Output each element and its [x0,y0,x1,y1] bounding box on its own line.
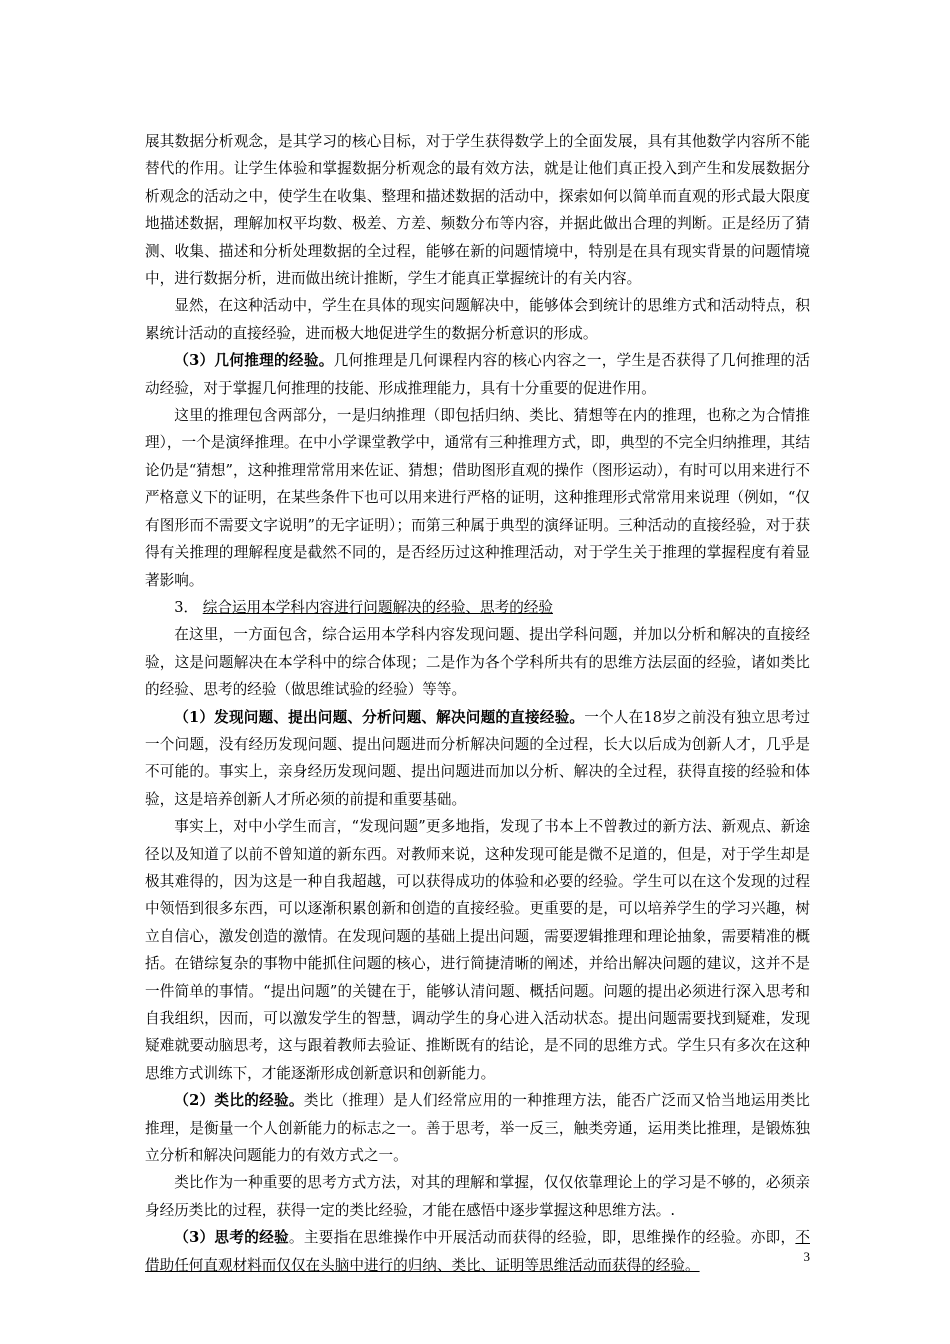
section-heading-number: 3． [174,598,199,616]
section-heading-title: 综合运用本学科内容进行问题解决的经验、思考的经验 [202,598,553,616]
paragraph-7: 事实上，对中小学生而言，“发现问题”更多地指，发现了书本上不曾教过的新方法、新观点、新途径以及知道了以前不曾知道的新东西。对教师来说，这种发现可能是微不足道的，但是，对于学生却是极其难得的，因为这是一种自我超越，可以获得成功的体验和必要的经验。学生可以在这个发现的过程中领悟到很多东西，可以逐渐积累创新和创造的直接经验。更重要的是，可以培养学生的学习兴趣，树立自信心，激发创造的激情。在发现问题的基础上提出问题，需要逻辑推理和理论抽象，需要精准的概括。在错综复杂的事物中能抓住问题的核心，进行简捷清晰的阐述，并给出解决问题的建议，这并不是一件简单的事情。“提出问题”的关键在于，能够认清问题、概括问题。问题的提出必须进行深入思考和自我组织，因而，可以激发学生的智慧，调动学生的身心进入活动状态。提出问题需要找到疑难，发现疑难就要动脑思考，这与跟着教师去验证、推断既有的结论，是不同的思维方式。学生只有多次在这种思维方式训练下，才能逐渐形成创新意识和创新能力。 [145,818,810,1082]
paragraph-10-underlined: 不借助任何直观材料而仅仅在头脑中进行的归纳、类比、证明等思维活动而获得的经验。 [145,1229,810,1274]
section-heading-3 [145,594,810,621]
paragraph-8 [145,1087,810,1169]
paragraph-10-lead: （3）思考的经验 [174,1229,289,1247]
paragraph-2: 显然，在这种活动中，学生在具体的现实问题解决中，能够体会到统计的思维方式和活动特点，积累统计活动的直接经验，进而极大地促进学生的数据分析意识的形成。 [145,297,810,342]
paragraph-9: 类比作为一种重要的思考方式方法，对其的理解和掌握，仅仅依靠理论上的学习是不够的，必须亲身经历类比的过程，获得一定的类比经验，才能在感悟中逐步掌握这种思维方法。. [145,1174,810,1219]
paragraph-6-text: 一个人在18岁之前没有独立思考过一个问题，没有经历发现问题、提出问题进而分析解决问题的全过程，长大以后成为创新人才，几乎是不可能的。事实上，亲身经历发现问题、提出问题进而加以分析、解决的全过程，获得直接的经验和体验，这是培养创新人才所必须的前提和重要基础。 [145,708,810,808]
paragraph-10-text: 。主要指在思维操作中开展活动而获得的经验，即，思维操作的经验。亦即， [288,1229,796,1247]
paragraph-6 [145,704,810,814]
paragraph-1: 展其数据分析观念，是其学习的核心目标，对于学生获得数学上的全面发展，具有其他数学内容所不能替代的作用。让学生体验和掌握数据分析观念的最有效方法，就是让他们真正投入到产生和发展数据分析观念的活动之中，使学生在收集、整理和描述数据的活动中，探索如何以简单而直观的形式最大限度地描述数据，理解加权平均数、极差、方差、频数分布等内容，并据此做出合理的判断。正是经历了猜测、收集、描述和分析处理数据的全过程，能够在新的问题情境中，特别是在具有现实背景的问题情境中，进行数据分析，进而做出统计推断，学生才能真正掌握统计的有关内容。 [145,133,810,288]
paragraph-5: 在这里，一方面包含，综合运用本学科内容发现问题、提出学科问题，并加以分析和解决的直接经验，这是问题解决在本学科中的综合体现；二是作为各个学科所共有的思维方法层面的经验，诸如类比的经验、思考的经验（做思维试验的经验）等等。 [145,626,810,699]
paragraph-3 [145,347,810,402]
paragraph-3-lead: （3）几何推理的经验。 [174,352,334,370]
document-body [145,128,810,1279]
paragraph-10 [145,1224,810,1279]
paragraph-6-lead: （1）发现问题、提出问题、分析问题、解决问题的直接经验。 [174,708,585,726]
paragraph-8-lead: （2）类比的经验。 [174,1092,304,1110]
paragraph-3-text: 几何推理是几何课程内容的核心内容之一，学生是否获得了几何推理的活动经验，对于掌握几何推理的技能、形成推理能力，具有十分重要的促进作用。 [145,352,810,397]
page-number: 3 [803,1249,810,1264]
paragraph-8-text: 类比（推理）是人们经常应用的一种推理方法，能否广泛而又恰当地运用类比推理，是衡量一个人创新能力的标志之一。善于思考，举一反三，触类旁通，运用类比推理，是锻炼独立分析和解决问题能力的有效方式之一。 [145,1092,810,1165]
paragraph-4: 这里的推理包含两部分，一是归纳推理（即包括归纳、类比、猜想等在内的推理，也称之为合情推理），一个是演绎推理。在中小学课堂教学中，通常有三种推理方式，即，典型的不完全归纳推理，其结论仍是“猜想”，这种推理常常用来佐证、猜想；借助图形直观的操作（图形运动），有时可以用来进行不严格意义下的证明，在某些条件下也可以用来进行严格的证明，这种推理形式常常用来说理（例如，“仅有图形而不需要文字说明”的无字证明）；而第三种属于典型的演绎证明。三种活动的直接经验，对于获得有关推理的理解程度是截然不同的，是否经历过这种推理活动，对于学生关于推理的掌握程度有着显著影响。 [145,407,810,589]
